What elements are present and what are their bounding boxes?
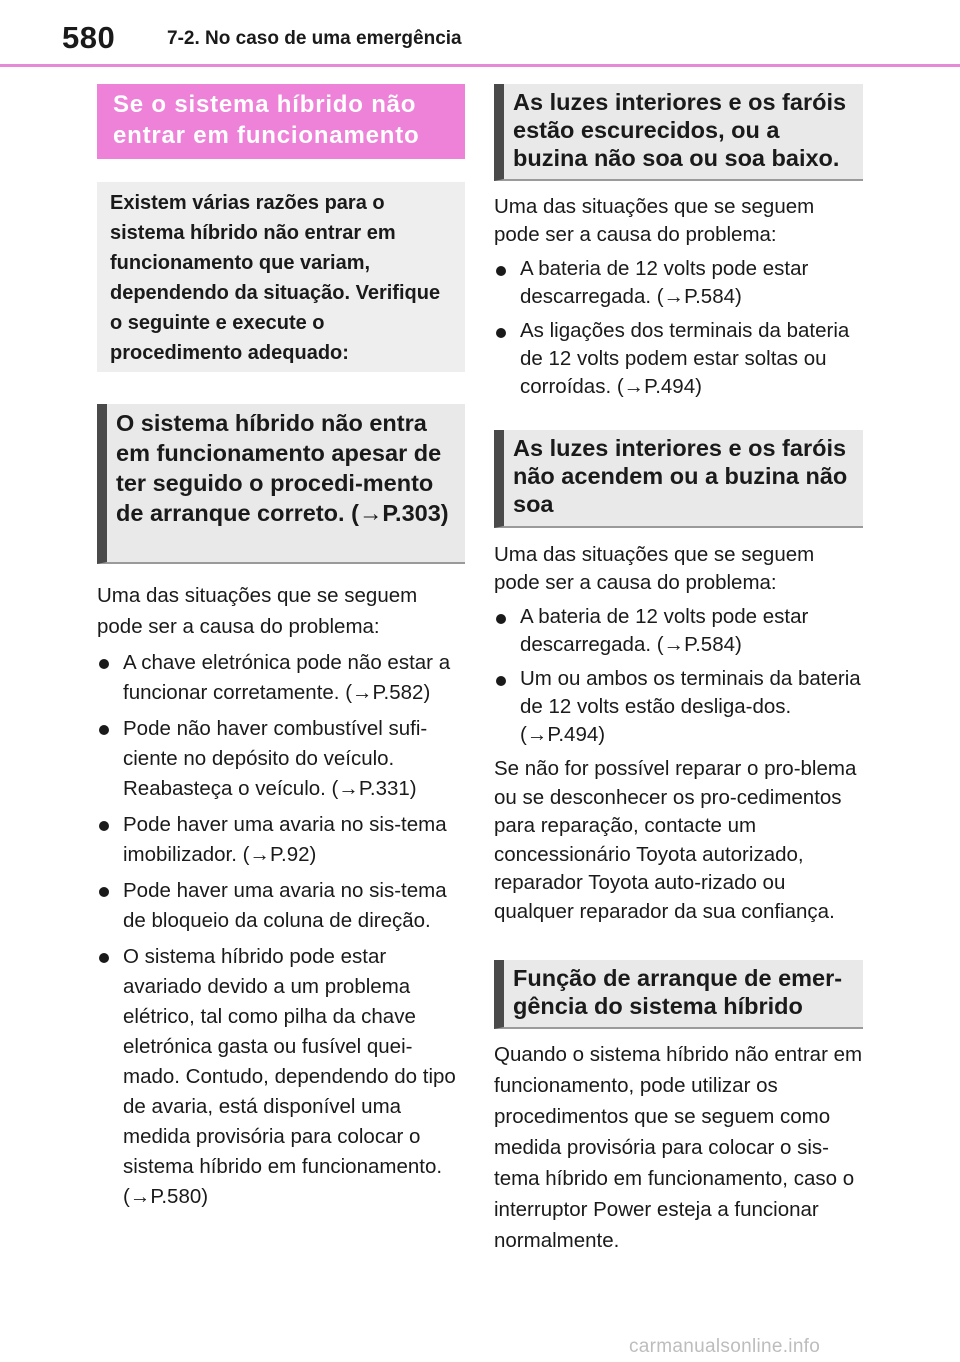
bullet-list	[494, 603, 863, 749]
bullet-icon	[99, 953, 109, 963]
right-column	[494, 84, 863, 1256]
list-item	[97, 876, 465, 936]
section-title: 7-2. No caso de uma emergência	[167, 28, 462, 49]
list-item	[97, 810, 465, 870]
list-item-text: A chave eletrónica pode não estar a funcionar corretamente. (→P.582)	[123, 651, 451, 704]
list-item-text: O sistema híbrido pode estar avariado devido a um problema elétrico, tal como pilha da chave eletrónica gasta ou fusível quei-mado. Contudo, dependendo do tipo de avaria, está disponível uma medida provisória para colocar o sistema híbrido em funcionamento. (→P.580)	[123, 945, 456, 1208]
list-item-text: Um ou ambos os terminais da bateria de 12 volts estão desliga-dos. (→P.494)	[520, 667, 861, 746]
bullet-icon	[496, 328, 506, 338]
intro-box: Existem várias razões para o sistema híbrido não entrar em funcionamento que variam, dependendo da situação. Verifique o seguinte e execute o procedimento adequado:	[97, 182, 465, 372]
bullet-icon	[99, 821, 109, 831]
page-header	[0, 0, 960, 68]
list-item	[97, 648, 465, 708]
bullet-icon	[496, 266, 506, 276]
list-item	[494, 603, 863, 659]
bullet-icon	[99, 887, 109, 897]
list-item-text: As ligações dos terminais da bateria de 12 volts podem estar soltas ou corroídas. (→P.494)	[520, 319, 850, 398]
list-item-text: A bateria de 12 volts pode estar descarregada. (→P.584)	[520, 605, 809, 656]
list-item-text: Pode haver uma avaria no sis-tema imobilizador. (→P.92)	[123, 813, 447, 866]
header-rule	[0, 64, 960, 67]
bullet-list	[97, 648, 465, 1212]
paragraph: Uma das situações que se seguem pode ser a causa do problema:	[494, 543, 815, 594]
paragraph: Quando o sistema híbrido não entrar em funcionamento, pode utilizar os procedimentos que se seguem como medida provisória para colocar o sis-tema híbrido em funcionamento, caso o interruptor Power esteja a funcionar normalmente.	[494, 1043, 863, 1252]
bullet-icon	[496, 676, 506, 686]
list-item	[494, 317, 863, 401]
paragraph: Uma das situações que se seguem pode ser a causa do problema:	[97, 584, 418, 638]
bullet-list	[494, 255, 863, 401]
paragraph: Se não for possível reparar o pro-blema ou se desconhecer os pro-cedimentos para reparação, contacte um concessionário Toyota autorizado, reparador Toyota auto-rizado ou qualquer reparador da sua confiança.	[494, 757, 857, 923]
section-heading-no-lights: As luzes interiores e os faróis não acendem ou a buzina não soa	[494, 430, 863, 528]
bullet-icon	[99, 725, 109, 735]
list-item-text: Pode haver uma avaria no sis-tema de bloqueio da coluna de direção.	[123, 879, 447, 932]
list-item	[494, 665, 863, 749]
page-number: 580	[62, 20, 116, 55]
watermark: carmanualsonline.info	[629, 1336, 821, 1357]
list-item-text: Pode não haver combustível sufi-ciente no depósito do veículo. Reabasteça o veículo. (→P.331)	[123, 717, 428, 800]
section-heading-startup-failure: O sistema híbrido não entra em funcionamento apesar de ter seguido o procedi-mento de arranque correto. (→P.303)	[97, 404, 465, 564]
bullet-icon	[99, 659, 109, 669]
left-column	[97, 84, 465, 1212]
pink-heading: Se o sistema híbrido não entrar em funcionamento	[97, 84, 465, 159]
list-item	[97, 942, 465, 1212]
list-item-text: A bateria de 12 volts pode estar descarregada. (→P.584)	[520, 257, 809, 308]
list-item	[97, 714, 465, 804]
bullet-icon	[496, 614, 506, 624]
section-heading-emergency-start: Função de arranque de emer-gência do sistema híbrido	[494, 960, 863, 1029]
section-heading-dim-lights: As luzes interiores e os faróis estão escurecidos, ou a buzina não soa ou soa baixo.	[494, 84, 863, 181]
paragraph: Uma das situações que se seguem pode ser a causa do problema:	[494, 195, 815, 246]
list-item	[494, 255, 863, 311]
